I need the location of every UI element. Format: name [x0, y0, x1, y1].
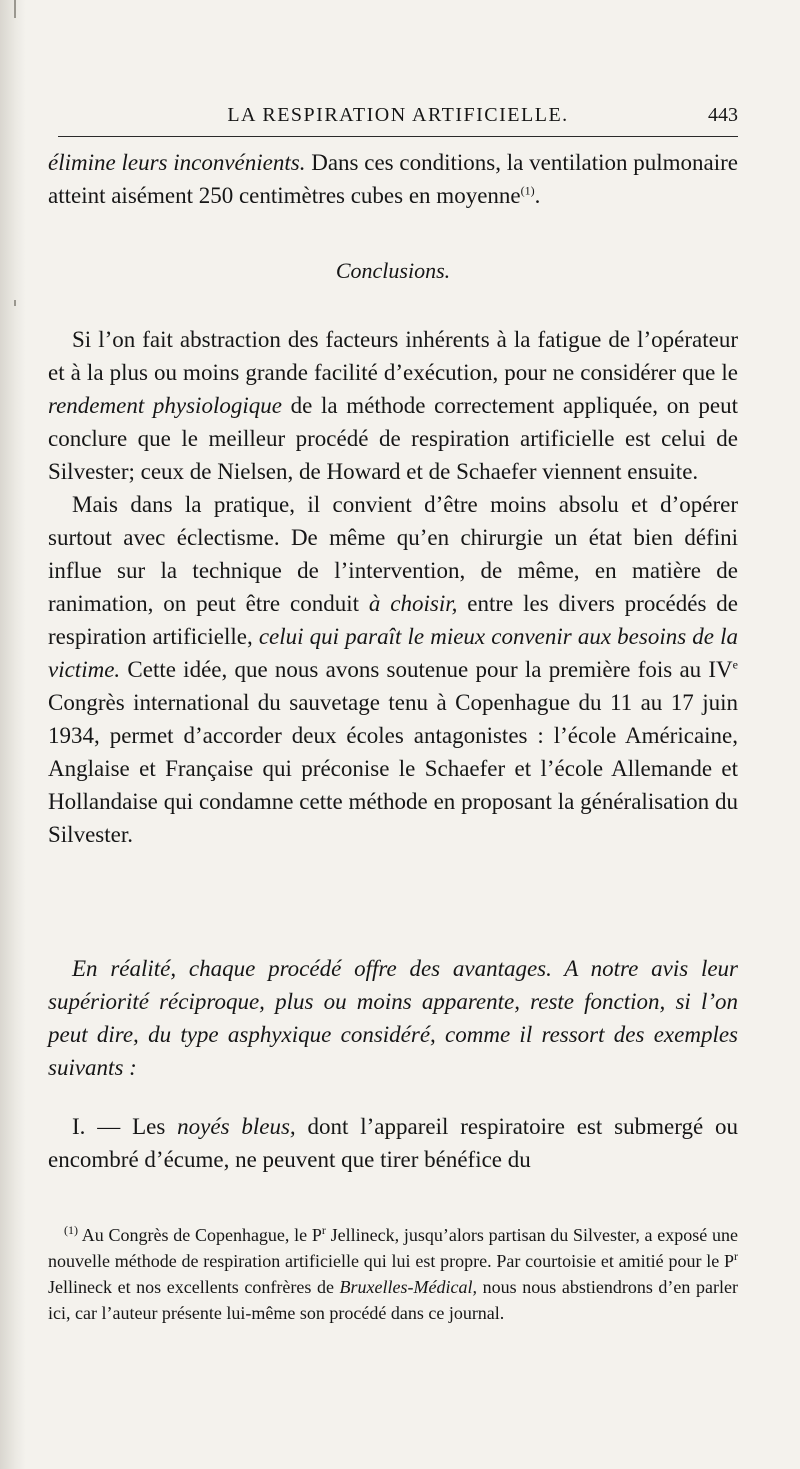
intro-emphasis: élimine leurs inconvénients. [48, 150, 306, 175]
p2-text-c: Cette idée, que nous avons soutenue pour la première fois au IV [120, 657, 733, 682]
p2-text-a: Mais dans la pratique, il convient d’être moins absolu et d’opérer surtout avec éclectisme. De même qu’en chirurgie un état bien défini influe sur la technique de l’intervention, de même, en matière de ranimation, on peut être conduit [48, 492, 738, 616]
p2-text-b: entre les divers procédés de respiration artificielle, [48, 591, 738, 649]
footnote-text-b: Jellineck, jusqu’alors partisan du Silvester, a exposé une nouvelle méthode de respiration artificielle qui lui est propre. Par courtoisie et amitié pour le P [48, 1225, 738, 1271]
running-title: LA RESPIRATION ARTIFICIELLE. [227, 104, 569, 126]
p4-text-b: dont l’appareil respiratoire est submergé ou encombré d’écume, ne peuvent que tirer bénéfice du [48, 1114, 739, 1172]
footnote [48, 1222, 738, 1326]
p4-text-a: I. — Les [72, 1114, 178, 1139]
footnote-ref: (1) [520, 183, 535, 198]
footnote-text-a: Au Congrès de Copenhague, le P [78, 1225, 322, 1245]
p4-emphasis: noyés bleus, [177, 1114, 296, 1139]
paragraph-4 [48, 1110, 738, 1176]
p3-text: En réalité, chaque procédé offre des avantages. A notre avis leur supériorité réciproque, plus ou moins apparente, reste fonction, si l’on peut dire, du type asphyxique considéré, comme il ressort des exemples suivants : [48, 956, 738, 1080]
p2-emphasis-2: celui qui paraît le mieux convenir aux besoins de la victime. [48, 624, 738, 682]
paragraph-3 [48, 952, 738, 1084]
footnote-text-d: nous nous abstiendrons d’en parler ici, car l’auteur présente lui-même son procédé dans ce journal. [48, 1277, 738, 1323]
footnote-sup-2: r [734, 1249, 738, 1263]
binding-mark [14, 300, 16, 306]
page-number: 443 [708, 104, 738, 126]
intro-end: . [534, 183, 541, 208]
page-binding-edge [0, 0, 26, 1469]
running-header [58, 102, 738, 137]
p1-text-b: de la méthode correctement appliquée, on peut conclure que le meilleur procédé de respiration artificielle est celui de Silvester; ceux de Nielsen, de Howard et de Schaefer viennent ensuite. [48, 393, 739, 484]
p1-text-a: Si l’on fait abstraction des facteurs inhérents à la fatigue de l’opérateur et à la plus ou moins grande facilité d’exécution, pour ne considérer que le [48, 327, 738, 385]
binding-mark [14, 0, 16, 18]
conclusions-body [48, 323, 738, 851]
footnote-marker: (1) [64, 1223, 78, 1237]
footnote-emphasis: Bruxelles-Médical, [339, 1277, 477, 1297]
section-title: Conclusions. [335, 258, 451, 283]
intro-text: Dans ces conditions, la ventilation pulmonaire atteint aisément 250 centimètres cubes en moyenne [48, 150, 738, 208]
intro-paragraph [48, 146, 738, 212]
footnote-sup-1: r [321, 1223, 326, 1237]
p2-emphasis-1: à choisir, [368, 591, 458, 616]
paragraph-1 [48, 323, 738, 488]
paragraph-2 [48, 488, 738, 851]
footnote-text-c: Jellineck et nos excellents confrères de [48, 1277, 340, 1297]
p1-emphasis: rendement physiologique [48, 393, 282, 418]
p2-superscript: e [732, 657, 738, 672]
p2-text-d: Congrès international du sauvetage tenu à Copenhague du 11 au 17 juin 1934, permet d’accorder deux écoles antagonistes : l’école Américaine, Anglaise et Française qui préconise le Schaefer et l’école Allemande et Hollandaise qui condamne cette méthode en proposant la généralisation du Silvester. [48, 690, 738, 847]
